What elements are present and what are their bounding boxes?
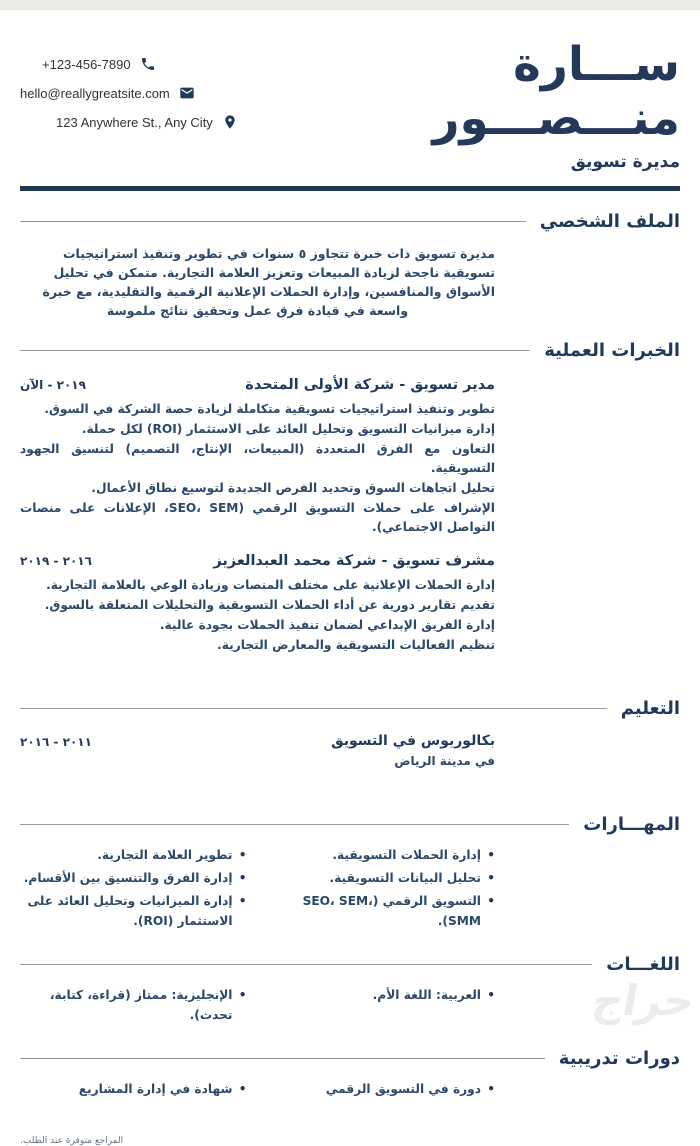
profile-heading-row — [20, 211, 680, 232]
contact-phone-row — [42, 56, 255, 72]
job-title: مدير تسويق - شركة الأولى المتحدة — [245, 377, 495, 394]
courses-heading-row — [20, 1048, 680, 1069]
list-item: الإشراف على حملات التسويق الرقمي (SEO، SEM، الإعلانات على منصات التواصل الاجتماعي). — [20, 501, 495, 535]
courses-list — [269, 1079, 496, 1102]
section-courses — [20, 1048, 680, 1102]
list-item: • إدارة الحملات التسويقية. — [269, 845, 496, 865]
envelope-icon — [179, 85, 195, 101]
profile-heading: الملف الشخصي — [539, 211, 680, 233]
job-title-row — [20, 553, 495, 569]
skills-columns — [20, 845, 495, 934]
skills-heading-row — [20, 814, 680, 835]
list-item: • إدارة الميزانيات وتحليل العائد على الاستثمار (ROI). — [20, 891, 247, 931]
list-item: تقديم تقارير دورية عن أداء الحملات التسويقية والتحليلات المتعلقة بالسوق. — [44, 598, 495, 613]
resume-header — [20, 10, 680, 180]
job-entry-2 — [20, 553, 495, 655]
list-item: • الإنجليزية: ممتاز (قراءة، كتابة، تحدث). — [20, 985, 247, 1025]
map-pin-icon — [222, 114, 238, 130]
section-education — [20, 698, 680, 768]
job-date: ٢٠١٩ - الآن — [20, 378, 86, 393]
section-profile — [20, 211, 680, 320]
header-divider-bar — [20, 186, 680, 191]
section-rule — [20, 708, 607, 709]
courses-heading: دورات تدريبية — [558, 1048, 680, 1070]
top-gray-strip — [0, 0, 700, 10]
list-item: إدارة ميزانيات التسويق وتحليل العائد على الاستثمار (ROI) لكل حملة. — [81, 422, 495, 437]
haraj-watermark: حراج — [588, 976, 699, 1025]
section-languages — [20, 954, 680, 1028]
phone-number: +123-456-7890 — [42, 56, 131, 72]
list-item: إدارة الحملات الإعلانية على مختلف المنصات وزيادة الوعي بالعلامة التجارية. — [46, 578, 495, 593]
section-rule — [20, 964, 592, 965]
list-item: • التسويق الرقمي (SEO، SEM، SMM). — [269, 891, 496, 931]
job-title: مشرف تسويق - شركة محمد العبدالعزيز — [213, 553, 495, 570]
contact-address-row — [56, 114, 255, 130]
skills-list-right — [269, 845, 496, 934]
list-item: • إدارة الفرق والتنسيق بين الأقسام. — [20, 868, 247, 888]
language-item-arabic — [269, 985, 496, 1028]
section-rule — [20, 824, 569, 825]
education-heading: التعليم — [620, 698, 680, 720]
person-name: ســـارة منـــصـــور — [432, 37, 680, 147]
job-date: ٢٠١٦ - ٢٠١٩ — [20, 554, 92, 569]
contact-block — [20, 56, 255, 130]
skills-heading: المهـــارات — [583, 814, 680, 836]
education-entry — [20, 733, 495, 768]
section-rule — [20, 1058, 545, 1059]
section-skills — [20, 814, 680, 934]
job-title-row — [20, 377, 495, 393]
name-block — [260, 38, 680, 172]
contact-email-row — [20, 85, 255, 101]
list-item: • تحليل البيانات التسويقية. — [269, 868, 496, 888]
profile-text: مديرة تسويق ذات خبرة تتجاوز ٥ سنوات في تطوير وتنفيذ استراتيجيات تسويقية ناجحة لزيادة المبيعات وتعزيز العلامة التجارية. متمكن في تحليل الأسواق والمنافسين، وإدارة الحملات الإعلانية الرقمية والتقليدية، مع خبرة واسعة في قيادة فرق عمل وتحقيق نتائج ملموسة — [42, 246, 495, 319]
job-duties-list — [20, 576, 495, 655]
email-address: hello@reallygreatsite.com — [20, 85, 170, 101]
language-item-arabic — [20, 985, 247, 1028]
languages-heading: اللغـــات — [606, 954, 680, 976]
list-item: إدارة الفريق الإبداعي لضمان تنفيذ الحملات بجودة عالية. — [159, 618, 495, 633]
skills-list-left — [20, 845, 247, 934]
courses-list — [20, 1079, 247, 1102]
courses-columns — [20, 1079, 495, 1102]
languages-heading-row — [20, 954, 680, 975]
job-duties-list — [20, 400, 495, 537]
street-address: 123 Anywhere St., Any City — [56, 114, 213, 130]
list-item: تحليل اتجاهات السوق وتحديد الفرص الجديدة لتوسيع نطاق الأعمال. — [91, 481, 495, 496]
list-item: • تطوير العلامة التجارية. — [20, 845, 247, 865]
list-item: تنظيم الفعاليات التسويقية والمعارض التجارية. — [217, 638, 495, 653]
list-item: • العربية: اللغة الأم. — [269, 985, 496, 1005]
experience-heading-row — [20, 340, 680, 361]
job-entry-1 — [20, 377, 495, 537]
languages-columns — [20, 985, 495, 1028]
person-job-title: مديرة تسويق — [570, 152, 680, 173]
section-experience — [20, 340, 680, 655]
phone-icon — [140, 56, 156, 72]
degree-title: بكالوريوس في التسويق — [331, 733, 495, 750]
degree-location: في مدينة الرياض — [394, 754, 495, 769]
section-rule — [20, 350, 530, 351]
list-item: التعاون مع الفرق المتعددة (المبيعات، الإنتاج، التصميم) لتنسيق الجهود التسويقية. — [20, 442, 495, 476]
education-heading-row — [20, 698, 680, 719]
education-date: ٢٠١١ - ٢٠١٦ — [20, 735, 92, 750]
section-rule — [20, 221, 526, 222]
list-item: • دورة في التسويق الرقمي — [269, 1079, 496, 1099]
list-item: تطوير وتنفيذ استراتيجيات تسويقية متكاملة لزيادة حصة الشركة في السوق. — [44, 402, 495, 417]
references-note: المراجع متوفرة عند الطلب. — [20, 1136, 124, 1146]
experience-heading: الخبرات العملية — [544, 340, 680, 362]
list-item: • شهادة في إدارة المشاريع — [20, 1079, 247, 1099]
